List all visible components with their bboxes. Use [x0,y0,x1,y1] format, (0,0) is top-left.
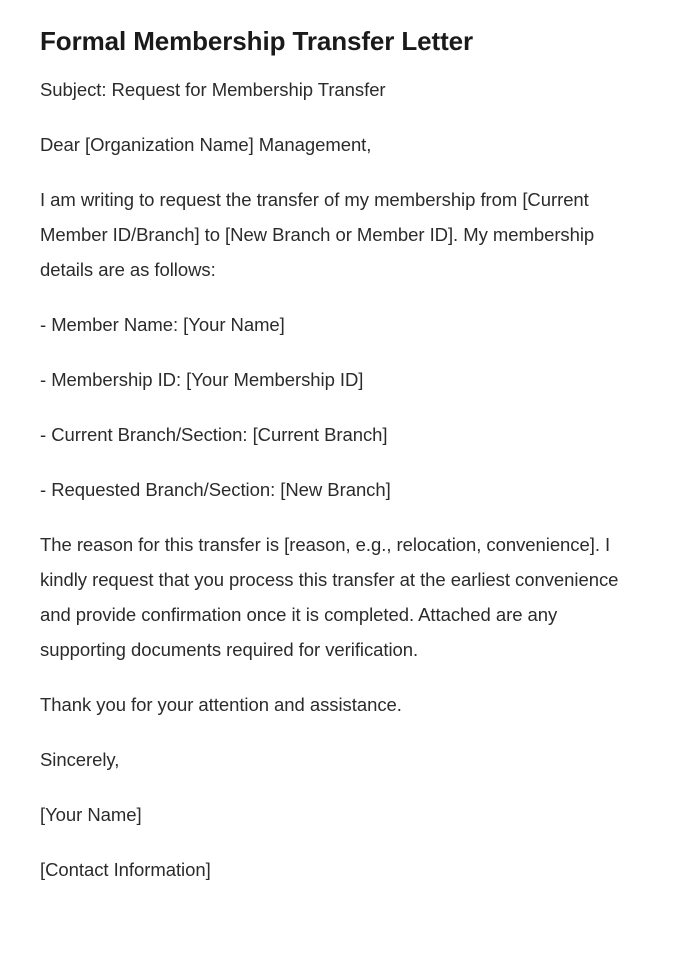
subject-line: Subject: Request for Membership Transfer [40,79,386,100]
salutation-line: Dear [Organization Name] Management, [40,134,372,155]
intro-paragraph: I am writing to request the transfer of my membership from [Current Member ID/Branch] to [New Branch or Member ID]. My membership details are as follows: [40,189,595,280]
closing-line: Sincerely, [40,749,120,770]
page-title: Formal Membership Transfer Letter [40,26,474,56]
letter-body [40,72,632,887]
signature-name: [Your Name] [40,804,142,825]
detail-membership-id: - Membership ID: [Your Membership ID] [40,369,364,390]
detail-member-name: - Member Name: [Your Name] [40,314,285,335]
detail-requested-branch: - Requested Branch/Section: [New Branch] [40,479,391,500]
signature-contact: [Contact Information] [40,859,211,880]
thanks-line: Thank you for your attention and assistance. [40,694,402,715]
detail-current-branch: - Current Branch/Section: [Current Branch] [40,424,388,445]
reason-paragraph: The reason for this transfer is [reason, e.g., relocation, convenience]. I kindly request that you process this transfer at the earliest convenience and provide confirmation once it is completed. Attached are any supporting documents required for verification. [40,534,619,660]
